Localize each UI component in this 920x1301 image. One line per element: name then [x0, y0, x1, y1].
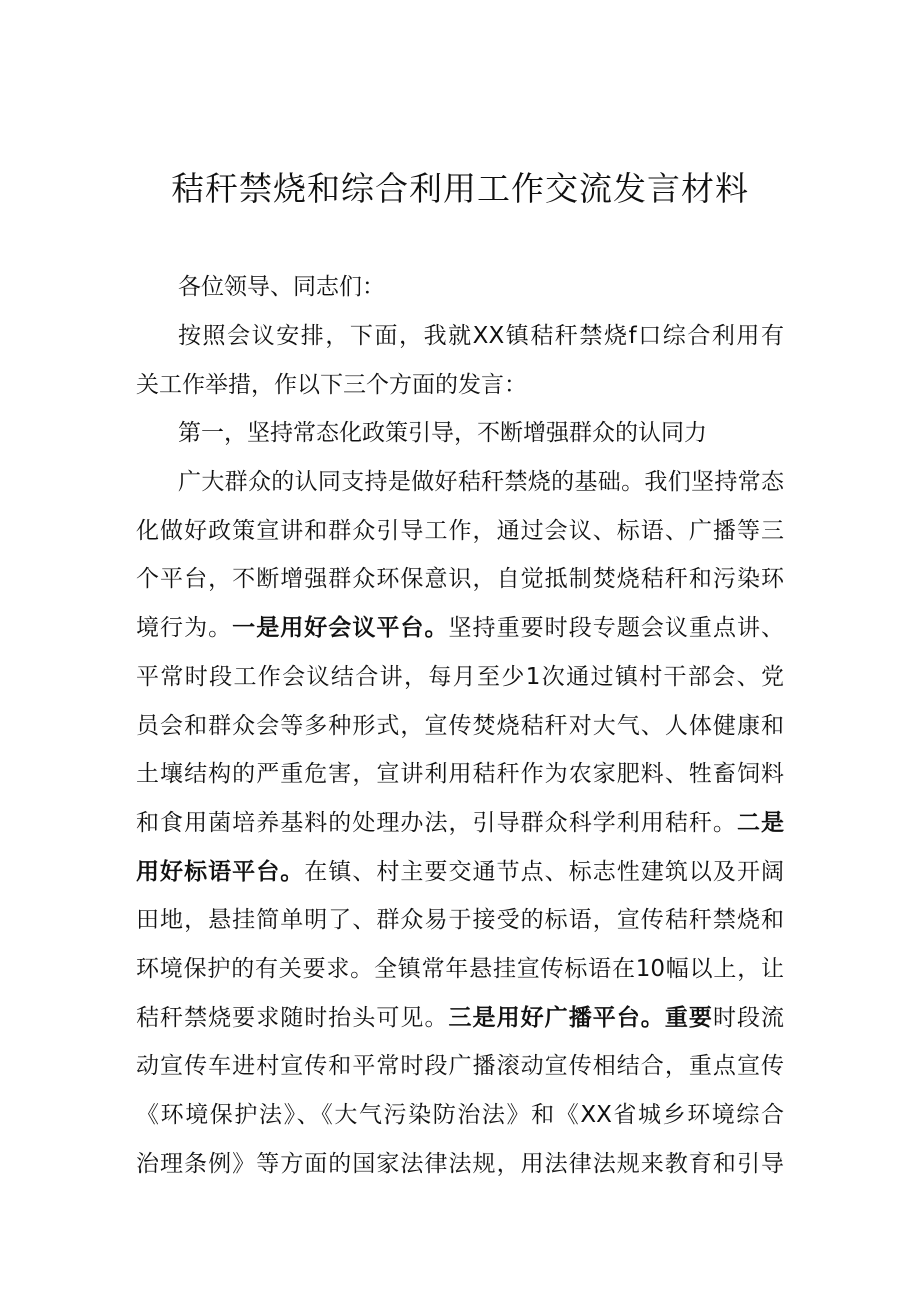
bold-highlight: 一是用好会议平台。 [232, 615, 449, 642]
bold-highlight: 用好标语平台。 [136, 858, 305, 885]
paragraph-line [136, 994, 784, 1043]
document-title: 秸秆禁烧和综合利用工作交流发言材料 [171, 169, 749, 208]
paragraph-text: 在镇、村主要交通节点、标志性建筑以及开阔 [304, 858, 785, 885]
paragraph-line: 员会和群众会等多种形式，宣传焚烧秸秆对大气、人体健康和 [136, 712, 784, 739]
paragraph-line: 动宣传车进村宣传和平常时段广播滚动宣传相结合，重点宣传 [136, 1053, 784, 1080]
paragraph-text: 境行为。 [136, 615, 233, 642]
paragraph-line: 治理条例》等方面的国家法律法规，用法律法规来教育和引导 [136, 1150, 784, 1177]
paragraph-line: 个平台，不断增强群众环保意识，自觉抵制焚烧秸秆和污染环 [136, 566, 784, 593]
bold-highlight: 二是 [736, 809, 785, 836]
paragraph-text: 坚持重要时段专题会议重点讲、 [448, 615, 785, 642]
paragraph-text: 和食用菌培养基料的处理办法，引导群众科学利用秸秆。 [136, 809, 737, 836]
section-heading-1: 第一，坚持常态化政策引导，不断增强群众的认同力 [178, 420, 707, 447]
bold-highlight: 三是用好广播平台。重要 [448, 1004, 713, 1031]
intro-line-1: 按照会议安排，下面，我就XX镇秸秆禁烧f口综合利用有 [178, 323, 784, 349]
paragraph-line: 环境保护的有关要求。全镇常年悬挂宣传标语在10幅以上，让 [136, 955, 784, 982]
paragraph-line [136, 604, 784, 653]
paragraph-line [136, 848, 784, 897]
paragraph-line: 田地，悬挂简单明了、群众易于接受的标语，宣传秸秆禁烧和 [136, 907, 784, 934]
paragraph-line [136, 799, 784, 848]
paragraph-text: 秸秆禁烧要求随时抬头可见。 [136, 1004, 449, 1031]
salutation: 各位领导、同志们： [178, 274, 385, 300]
intro-line-2: 关工作举措，作以下三个方面的发言： [136, 371, 527, 398]
paragraph-line: 土壤结构的严重危害，宣讲利用秸秆作为农家肥料、牲畜饲料 [136, 761, 784, 788]
paragraph-text: 时段流 [712, 1004, 785, 1031]
paragraph-line: 平常时段工作会议结合讲，每月至少1次通过镇村干部会、党 [136, 663, 784, 690]
paragraph-line: 广大群众的认同支持是做好秸秆禁烧的基础。我们坚持常态 [178, 469, 784, 496]
document-body [136, 312, 784, 1188]
paragraph-line: 化做好政策宣讲和群众引导工作，通过会议、标语、广播等三 [136, 517, 784, 544]
paragraph-line: 《环境保护法》、《大气污染防治法》和《XX省城乡环境综合 [136, 1102, 784, 1128]
